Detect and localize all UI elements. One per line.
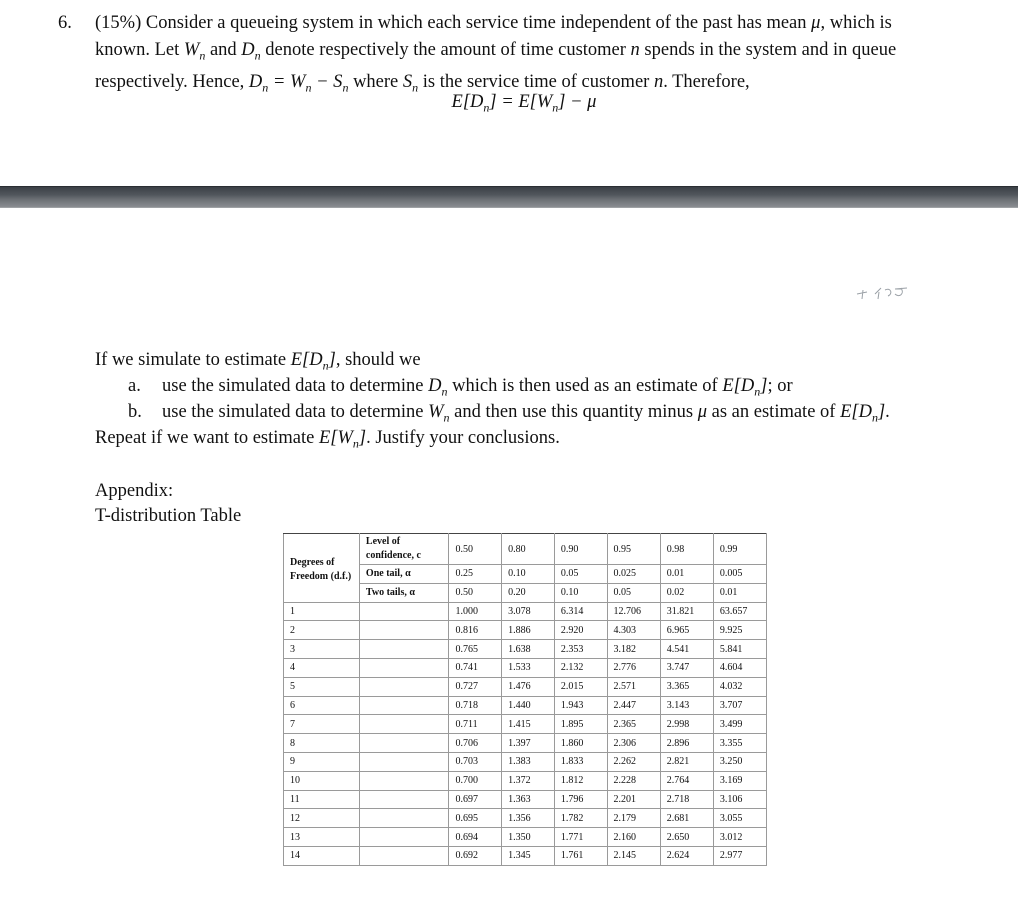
blank-cell bbox=[359, 640, 449, 659]
confidence-value: 0.90 bbox=[554, 534, 607, 565]
critical-value: 2.650 bbox=[660, 828, 713, 847]
critical-value: 1.363 bbox=[502, 790, 555, 809]
confidence-value: 0.80 bbox=[502, 534, 555, 565]
critical-value: 12.706 bbox=[607, 602, 660, 621]
critical-value: 3.182 bbox=[607, 640, 660, 659]
critical-value: 3.012 bbox=[713, 828, 766, 847]
critical-value: 1.372 bbox=[502, 771, 555, 790]
blank-cell bbox=[359, 658, 449, 677]
table-row bbox=[284, 677, 767, 696]
table-row bbox=[284, 752, 767, 771]
critical-value: 2.681 bbox=[660, 809, 713, 828]
critical-value: 1.345 bbox=[502, 846, 555, 865]
critical-value: 0.692 bbox=[449, 846, 502, 865]
df-value: 14 bbox=[284, 846, 360, 865]
level-confidence-label: Level of confidence, c bbox=[359, 534, 449, 565]
repeat-instruction: Repeat if we want to estimate $E[W_n]$. Justify your conclusions. bbox=[95, 428, 560, 451]
critical-value: 2.977 bbox=[713, 846, 766, 865]
critical-value: 2.145 bbox=[607, 846, 660, 865]
critical-value: 2.015 bbox=[554, 677, 607, 696]
critical-value: 4.032 bbox=[713, 677, 766, 696]
two-tail-value: 0.10 bbox=[554, 583, 607, 602]
critical-value: 1.383 bbox=[502, 752, 555, 771]
critical-value: 1.886 bbox=[502, 621, 555, 640]
critical-value: 2.920 bbox=[554, 621, 607, 640]
critical-value: 1.638 bbox=[502, 640, 555, 659]
one-tail-value: 0.01 bbox=[660, 565, 713, 584]
critical-value: 4.541 bbox=[660, 640, 713, 659]
critical-value: 5.841 bbox=[713, 640, 766, 659]
critical-value: 1.397 bbox=[502, 734, 555, 753]
blank-cell bbox=[359, 677, 449, 696]
critical-value: 4.604 bbox=[713, 658, 766, 677]
critical-value: 1.761 bbox=[554, 846, 607, 865]
section-divider bbox=[0, 186, 1018, 208]
critical-value: 3.055 bbox=[713, 809, 766, 828]
critical-value: 2.718 bbox=[660, 790, 713, 809]
df-value: 10 bbox=[284, 771, 360, 790]
critical-value: 1.350 bbox=[502, 828, 555, 847]
critical-value: 0.711 bbox=[449, 715, 502, 734]
critical-value: 2.571 bbox=[607, 677, 660, 696]
critical-value: 1.943 bbox=[554, 696, 607, 715]
critical-value: 2.624 bbox=[660, 846, 713, 865]
simulation-intro: If we simulate to estimate $E[D_n]$, should we bbox=[95, 350, 421, 373]
question-line-1: (15%) Consider a queueing system in which each service time independent of the past has mean μ, which is bbox=[95, 13, 892, 33]
table-row bbox=[284, 621, 767, 640]
critical-value: 2.764 bbox=[660, 771, 713, 790]
critical-value: 1.440 bbox=[502, 696, 555, 715]
df-value: 4 bbox=[284, 658, 360, 677]
option-b-letter: b. bbox=[128, 402, 142, 422]
df-value: 1 bbox=[284, 602, 360, 621]
critical-value: 2.306 bbox=[607, 734, 660, 753]
question-line-3: respectively. Hence, $D_n = W_n - S_n$ where $S_n$ is the service time of customer n. Therefore, bbox=[95, 71, 750, 95]
critical-value: 1.833 bbox=[554, 752, 607, 771]
table-row bbox=[284, 658, 767, 677]
table-row bbox=[284, 790, 767, 809]
critical-value: 4.303 bbox=[607, 621, 660, 640]
one-tail-value: 0.025 bbox=[607, 565, 660, 584]
critical-value: 6.965 bbox=[660, 621, 713, 640]
critical-value: 0.718 bbox=[449, 696, 502, 715]
critical-value: 2.447 bbox=[607, 696, 660, 715]
critical-value: 1.533 bbox=[502, 658, 555, 677]
blank-cell bbox=[359, 809, 449, 828]
confidence-row bbox=[284, 534, 767, 565]
blank-cell bbox=[359, 752, 449, 771]
confidence-value: 0.95 bbox=[607, 534, 660, 565]
critical-value: 3.355 bbox=[713, 734, 766, 753]
critical-value: 2.896 bbox=[660, 734, 713, 753]
critical-value: 63.657 bbox=[713, 602, 766, 621]
two-tail-label: Two tails, α bbox=[359, 583, 449, 602]
two-tail-value: 0.02 bbox=[660, 583, 713, 602]
critical-value: 0.816 bbox=[449, 621, 502, 640]
table-row bbox=[284, 809, 767, 828]
df-value: 13 bbox=[284, 828, 360, 847]
critical-value: 3.143 bbox=[660, 696, 713, 715]
critical-value: 2.353 bbox=[554, 640, 607, 659]
appendix-heading: Appendix: bbox=[95, 481, 174, 501]
table-row bbox=[284, 640, 767, 659]
critical-value: 2.201 bbox=[607, 790, 660, 809]
one-tail-value: 0.25 bbox=[449, 565, 502, 584]
critical-value: 0.741 bbox=[449, 658, 502, 677]
table-row bbox=[284, 828, 767, 847]
critical-value: 1.415 bbox=[502, 715, 555, 734]
two-tail-value: 0.01 bbox=[713, 583, 766, 602]
critical-value: 1.000 bbox=[449, 602, 502, 621]
critical-value: 1.782 bbox=[554, 809, 607, 828]
df-value: 9 bbox=[284, 752, 360, 771]
df-value: 5 bbox=[284, 677, 360, 696]
blank-cell bbox=[359, 734, 449, 753]
critical-value: 1.860 bbox=[554, 734, 607, 753]
blank-cell bbox=[359, 696, 449, 715]
two-tail-value: 0.20 bbox=[502, 583, 555, 602]
blank-cell bbox=[359, 621, 449, 640]
blank-cell bbox=[359, 602, 449, 621]
df-value: 3 bbox=[284, 640, 360, 659]
critical-value: 31.821 bbox=[660, 602, 713, 621]
one-tail-value: 0.10 bbox=[502, 565, 555, 584]
expectation-formula: $E[D_n] = E[W_n] - \mu$ bbox=[451, 92, 597, 115]
critical-value: 3.250 bbox=[713, 752, 766, 771]
df-value: 2 bbox=[284, 621, 360, 640]
table-row bbox=[284, 696, 767, 715]
confidence-value: 0.50 bbox=[449, 534, 502, 565]
critical-value: 2.160 bbox=[607, 828, 660, 847]
df-value: 11 bbox=[284, 790, 360, 809]
option-a-letter: a. bbox=[128, 376, 141, 396]
critical-value: 2.821 bbox=[660, 752, 713, 771]
df-value: 8 bbox=[284, 734, 360, 753]
critical-value: 0.727 bbox=[449, 677, 502, 696]
question-number: 6. bbox=[58, 13, 72, 33]
question-line-2: known. Let $W_n$ and $D_n$ denote respectively the amount of time customer n spends in the system and in queue bbox=[95, 39, 897, 63]
critical-value: 1.771 bbox=[554, 828, 607, 847]
critical-value: 2.228 bbox=[607, 771, 660, 790]
critical-value: 0.695 bbox=[449, 809, 502, 828]
option-b-text: use the simulated data to determine $W_n$ and then use this quantity minus μ as an estimate of $E[D_n]$. bbox=[162, 402, 890, 425]
critical-value: 3.106 bbox=[713, 790, 766, 809]
t-distribution-table bbox=[283, 533, 767, 866]
critical-value: 3.365 bbox=[660, 677, 713, 696]
table-row bbox=[284, 771, 767, 790]
critical-value: 1.796 bbox=[554, 790, 607, 809]
t-table-title: T-distribution Table bbox=[95, 506, 242, 526]
critical-value: 3.499 bbox=[713, 715, 766, 734]
critical-value: 0.700 bbox=[449, 771, 502, 790]
one-tail-value: 0.005 bbox=[713, 565, 766, 584]
critical-value: 2.132 bbox=[554, 658, 607, 677]
blank-cell bbox=[359, 828, 449, 847]
critical-value: 3.169 bbox=[713, 771, 766, 790]
table-row bbox=[284, 734, 767, 753]
critical-value: 1.812 bbox=[554, 771, 607, 790]
table-row bbox=[284, 846, 767, 865]
critical-value: 3.078 bbox=[502, 602, 555, 621]
critical-value: 2.262 bbox=[607, 752, 660, 771]
one-tail-value: 0.05 bbox=[554, 565, 607, 584]
handwritten-mark bbox=[855, 282, 955, 302]
one-tail-label: One tail, α bbox=[359, 565, 449, 584]
table-row bbox=[284, 715, 767, 734]
critical-value: 3.707 bbox=[713, 696, 766, 715]
critical-value: 1.356 bbox=[502, 809, 555, 828]
confidence-value: 0.98 bbox=[660, 534, 713, 565]
blank-cell bbox=[359, 771, 449, 790]
table-row bbox=[284, 602, 767, 621]
critical-value: 0.697 bbox=[449, 790, 502, 809]
option-a-text: use the simulated data to determine $D_n$ which is then used as an estimate of $E[D_n]$; or bbox=[162, 376, 793, 399]
critical-value: 2.365 bbox=[607, 715, 660, 734]
critical-value: 9.925 bbox=[713, 621, 766, 640]
df-value: 7 bbox=[284, 715, 360, 734]
critical-value: 2.998 bbox=[660, 715, 713, 734]
critical-value: 0.703 bbox=[449, 752, 502, 771]
critical-value: 0.694 bbox=[449, 828, 502, 847]
critical-value: 1.895 bbox=[554, 715, 607, 734]
blank-cell bbox=[359, 790, 449, 809]
t-table-body bbox=[284, 602, 767, 865]
df-value: 12 bbox=[284, 809, 360, 828]
two-tail-value: 0.50 bbox=[449, 583, 502, 602]
confidence-value: 0.99 bbox=[713, 534, 766, 565]
question-text bbox=[95, 10, 975, 101]
critical-value: 1.476 bbox=[502, 677, 555, 696]
df-value: 6 bbox=[284, 696, 360, 715]
critical-value: 3.747 bbox=[660, 658, 713, 677]
critical-value: 6.314 bbox=[554, 602, 607, 621]
two-tail-value: 0.05 bbox=[607, 583, 660, 602]
blank-cell bbox=[359, 846, 449, 865]
critical-value: 0.765 bbox=[449, 640, 502, 659]
critical-value: 2.776 bbox=[607, 658, 660, 677]
blank-cell bbox=[359, 715, 449, 734]
critical-value: 2.179 bbox=[607, 809, 660, 828]
critical-value: 0.706 bbox=[449, 734, 502, 753]
df-header: Degrees of Freedom (d.f.) bbox=[284, 534, 360, 603]
